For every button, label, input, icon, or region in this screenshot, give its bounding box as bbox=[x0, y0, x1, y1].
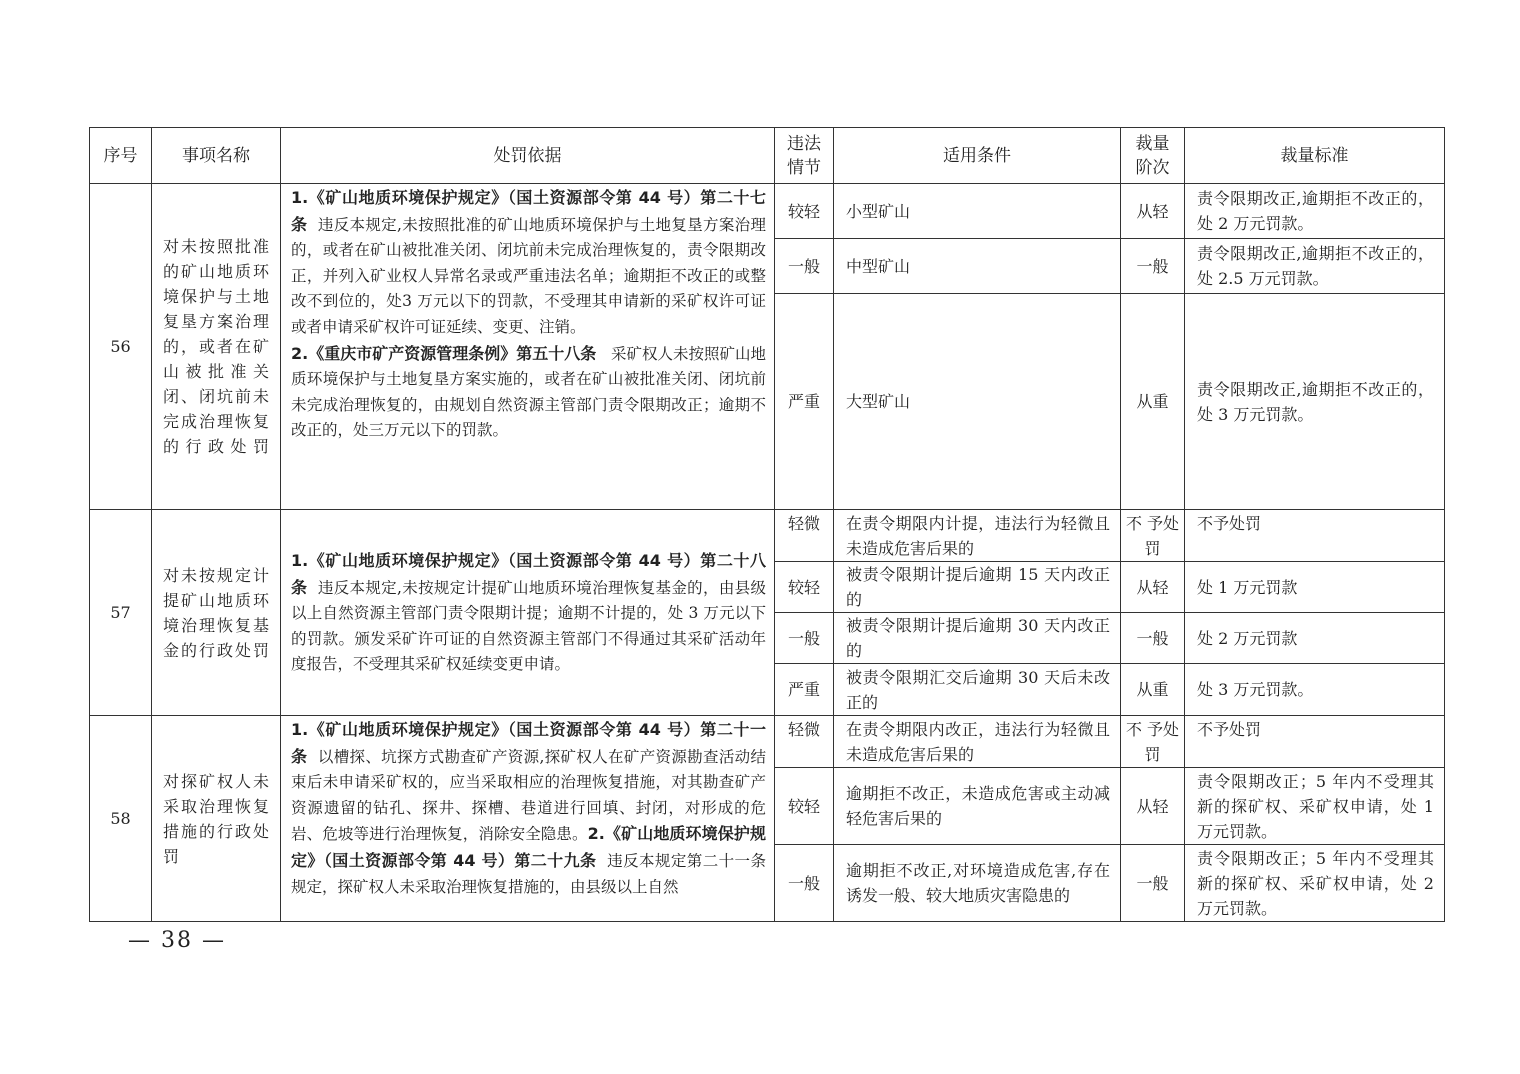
basis-title: 2.《重庆市矿产资源管理条例》第五十八条 bbox=[291, 343, 597, 363]
row-plot: 较轻 bbox=[775, 562, 834, 613]
basis-text: 违反本规定,未按照批准的矿山地质环境保护与土地复垦方案治理的，或者在矿山被批准关闭、闭坑前未完成治理恢复的，责令限期改正，并列入矿业权人异常名录或严重违法名单；逾期拒不改正的或整改不到位的，处3 万元以下的罚款，不受理其申请新的采矿权许可证或者申请采矿权许可证延续、变更、注销。 bbox=[291, 215, 766, 336]
row-condition: 逾期拒不改正，未造成危害或主动减轻危害后果的 bbox=[834, 768, 1121, 845]
row-condition: 小型矿山 bbox=[834, 184, 1121, 239]
row-item-name: 对探矿权人未采取治理恢复措施的行政处罚 bbox=[152, 716, 281, 922]
row-standard: 不予处罚 bbox=[1185, 716, 1445, 768]
row-item-name: 对未按规定计提矿山地质环境治理恢复基金的行政处罚 bbox=[152, 510, 281, 716]
row-plot: 严重 bbox=[775, 664, 834, 716]
header-condition: 适用条件 bbox=[834, 128, 1121, 184]
row-standard: 责令限期改正,逾期拒不改正的，处 3 万元罚款。 bbox=[1185, 294, 1445, 510]
header-plot: 违法情节 bbox=[775, 128, 834, 184]
row-seq: 58 bbox=[90, 716, 152, 922]
penalty-discretion-table-container bbox=[89, 127, 1444, 922]
row-basis bbox=[281, 184, 775, 510]
row-step: 从轻 bbox=[1121, 768, 1185, 845]
basis-text: 采矿权人未按照矿山地质环境保护与土地复垦方案实施的，或者在矿山被批准关闭、闭坑前未完成治理恢复的，由规划自然资源主管部门责令限期改正；逾期不改正的，处三万元以下的罚款。 bbox=[291, 344, 767, 440]
row-condition: 被责令限期计提后逾期 15 天内改正的 bbox=[834, 562, 1121, 613]
row-step: 从重 bbox=[1121, 664, 1185, 716]
row-step: 一般 bbox=[1121, 845, 1185, 922]
row-step: 从轻 bbox=[1121, 184, 1185, 239]
basis-text: 违反本规定第二十一条规定，探矿权人未采取治理恢复措施的，由县级以上自然 bbox=[291, 851, 766, 896]
header-item-name: 事项名称 bbox=[152, 128, 281, 184]
row-step: 一般 bbox=[1121, 613, 1185, 664]
row-condition: 在责令期限内改正，违法行为轻微且未造成危害后果的 bbox=[834, 716, 1121, 768]
basis-title: 1.《矿山地质环境保护规定》（国土资源部令第 44 号）第二十七条 bbox=[291, 188, 766, 234]
row-plot: 轻微 bbox=[775, 510, 834, 562]
row-standard: 责令限期改正,逾期拒不改正的，处 2.5 万元罚款。 bbox=[1185, 239, 1445, 294]
row-condition: 在责令期限内计提，违法行为轻微且未造成危害后果的 bbox=[834, 510, 1121, 562]
row-condition: 逾期拒不改正,对环境造成危害,存在诱发一般、较大地质灾害隐患的 bbox=[834, 845, 1121, 922]
row-seq: 57 bbox=[90, 510, 152, 716]
row-basis bbox=[281, 510, 775, 716]
row-plot: 轻微 bbox=[775, 716, 834, 768]
table-row bbox=[90, 184, 1445, 239]
basis-text: 以槽探、坑探方式勘查矿产资源,探矿权人在矿产资源勘查活动结束后未申请采矿权的，应当采取相应的治理恢复措施，对其勘查矿产资源遗留的钻孔、探井、探槽、巷道进行回填、封闭，对形成的危岩、危坡等进行治理恢复，消除安全隐患。 bbox=[291, 747, 766, 844]
basis-title: 1.《矿山地质环境保护规定》（国土资源部令第 44 号）第二十一条 bbox=[291, 720, 766, 766]
header-seq: 序号 bbox=[90, 128, 152, 184]
basis-text: 违反本规定,未按规定计提矿山地质环境治理恢复基金的，由县级以上自然资源主管部门责令限期计提；逾期不计提的，处 3 万元以下的罚款。颁发采矿许可证的自然资源主管部门不得通过其采矿活动年度报告，不受理其采矿权延续变更申请。 bbox=[291, 578, 766, 674]
basis-title: 1.《矿山地质环境保护规定》（国土资源部令第 44 号）第二十八条 bbox=[291, 551, 766, 597]
row-step: 不 予处罚 bbox=[1121, 716, 1185, 768]
row-plot: 一般 bbox=[775, 239, 834, 294]
basis-title: 2.《矿山地质环境保护规定》（国土资源部令第 44 号）第二十九条 bbox=[291, 824, 766, 870]
row-basis bbox=[281, 716, 775, 922]
row-standard: 处 3 万元罚款。 bbox=[1185, 664, 1445, 716]
row-plot: 较轻 bbox=[775, 184, 834, 239]
row-standard: 责令限期改正,逾期拒不改正的，处 2 万元罚款。 bbox=[1185, 184, 1445, 239]
row-standard: 责令限期改正；5 年内不受理其新的探矿权、采矿权申请，处 1 万元罚款。 bbox=[1185, 768, 1445, 845]
row-plot: 较轻 bbox=[775, 768, 834, 845]
row-item-name: 对未按照批准的矿山地质环境保护与土地复垦方案治理的，或者在矿山被批准关闭、闭坑前未完成治理恢复的行政处罚 bbox=[152, 184, 281, 510]
row-standard: 责令限期改正；5 年内不受理其新的探矿权、采矿权申请，处 2 万元罚款。 bbox=[1185, 845, 1445, 922]
row-plot: 一般 bbox=[775, 845, 834, 922]
table-header-row bbox=[90, 128, 1445, 184]
row-standard: 不予处罚 bbox=[1185, 510, 1445, 562]
row-step: 一般 bbox=[1121, 239, 1185, 294]
row-step: 从重 bbox=[1121, 294, 1185, 510]
row-condition: 中型矿山 bbox=[834, 239, 1121, 294]
page-number: — 38 — bbox=[128, 928, 226, 953]
row-step: 从轻 bbox=[1121, 562, 1185, 613]
row-condition: 被责令限期汇交后逾期 30 天后未改正的 bbox=[834, 664, 1121, 716]
header-step: 裁量阶次 bbox=[1121, 128, 1185, 184]
row-standard: 处 2 万元罚款 bbox=[1185, 613, 1445, 664]
row-plot: 一般 bbox=[775, 613, 834, 664]
row-standard: 处 1 万元罚款 bbox=[1185, 562, 1445, 613]
row-condition: 大型矿山 bbox=[834, 294, 1121, 510]
table-row bbox=[90, 716, 1445, 768]
header-basis: 处罚依据 bbox=[281, 128, 775, 184]
header-standard: 裁量标准 bbox=[1185, 128, 1445, 184]
row-condition: 被责令限期计提后逾期 30 天内改正的 bbox=[834, 613, 1121, 664]
row-seq: 56 bbox=[90, 184, 152, 510]
row-step: 不 予处罚 bbox=[1121, 510, 1185, 562]
row-plot: 严重 bbox=[775, 294, 834, 510]
penalty-discretion-table bbox=[89, 127, 1445, 922]
table-row bbox=[90, 510, 1445, 562]
